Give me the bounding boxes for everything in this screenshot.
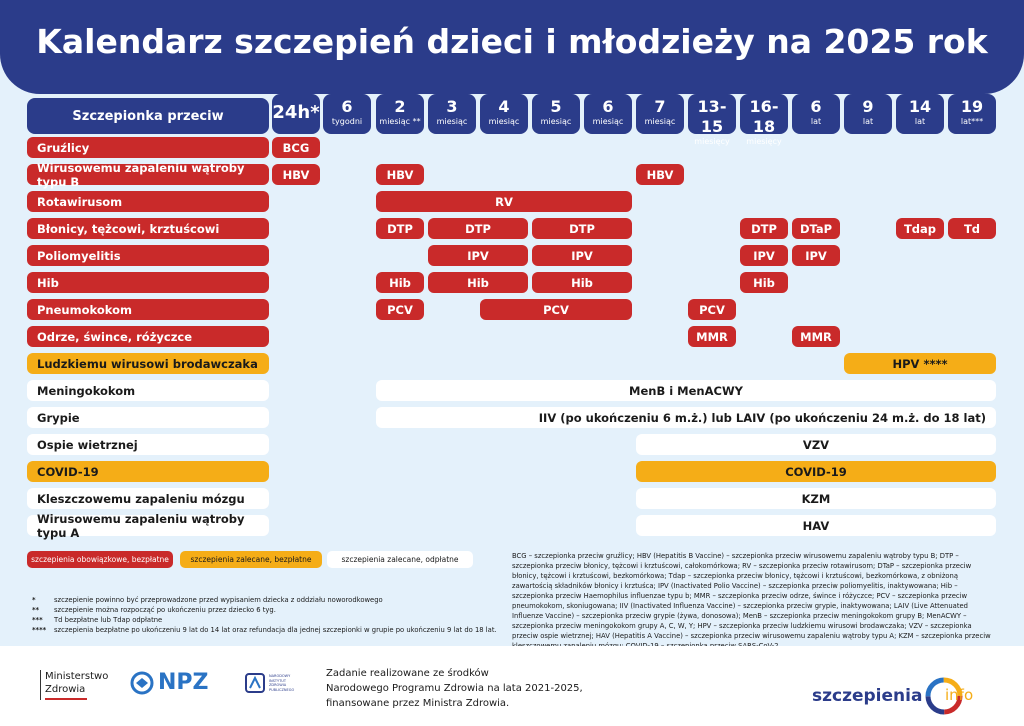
age-unit: miesiąc <box>644 117 676 126</box>
age-unit: lat <box>914 117 926 126</box>
ministry-logo <box>40 670 108 700</box>
row-label: Kleszczowemu zapaleniu mózgu <box>27 488 269 509</box>
vaccine-bar: MMR <box>688 326 736 347</box>
age-value: 7 <box>654 97 666 116</box>
age-value: 24h* <box>272 102 320 123</box>
footnote-text: szczepienie można rozpocząć po ukończeniu przez dziecko 6 tyg. <box>54 606 276 614</box>
vaccine-bar: HBV <box>376 164 424 185</box>
vaccine-bar: VZV <box>636 434 996 455</box>
npz-logo <box>130 670 209 695</box>
flag-stripe <box>45 698 87 700</box>
vaccine-bar: DTP <box>740 218 788 239</box>
row-label: Błonicy, tężcowi, krztuścowi <box>27 218 269 239</box>
footnote-text: szczepienie powinno być przeprowadzone przed wypisaniem dziecka z oddziału noworodkowego <box>54 596 383 604</box>
age-value: 14 <box>908 97 932 116</box>
age-unit: lat <box>862 117 874 126</box>
footnote-mark: **** <box>32 626 47 634</box>
age-column-5 <box>532 94 580 134</box>
row-label: Ludzkiemu wirusowi brodawczaka <box>27 353 269 374</box>
age-column-9 <box>740 94 788 146</box>
footnotes <box>32 595 497 635</box>
vaccine-bar: MenB i MenACWY <box>376 380 996 401</box>
age-column-13 <box>948 94 996 134</box>
vaccine-bar: DTP <box>428 218 528 239</box>
age-column-11 <box>844 94 892 134</box>
footnote-text: szczepienia bezpłatne po ukończeniu 9 lat do 14 lat oraz refundacja dla jednej szczepionki w grupie po ukończeniu 9 lat do 18 lat. <box>54 626 497 634</box>
row-label: Pneumokokom <box>27 299 269 320</box>
age-column-12 <box>896 94 944 134</box>
row-label: Meningokokom <box>27 380 269 401</box>
row-label: Ospie wietrznej <box>27 434 269 455</box>
vaccine-bar: IIV (po ukończeniu 6 m.ż.) lub LAIV (po ukończeniu 24 m.ż. do 18 lat) <box>376 407 996 428</box>
vaccine-bar: PCV <box>376 299 424 320</box>
footnote-row <box>32 625 497 635</box>
vaccine-bar: IPV <box>792 245 840 266</box>
row-label: Wirusowemu zapaleniu wątroby typu A <box>27 515 269 536</box>
footnote-text: Td bezpłatne lub Tdap odpłatne <box>54 616 163 624</box>
column-header-vaccine: Szczepionka przeciw <box>27 98 269 134</box>
row-label: Poliomyelitis <box>27 245 269 266</box>
row-label: Rotawirusom <box>27 191 269 212</box>
npz-text: NPZ <box>158 670 209 695</box>
vaccine-bar: KZM <box>636 488 996 509</box>
row-label: Wirusowemu zapaleniu wątroby typu B <box>27 164 269 185</box>
row-label: Hib <box>27 272 269 293</box>
vaccine-bar: IPV <box>740 245 788 266</box>
age-value: 16-18 <box>749 97 779 136</box>
vaccine-bar: HPV **** <box>844 353 996 374</box>
age-column-10 <box>792 94 840 134</box>
vaccine-bar: Hib <box>532 272 632 293</box>
age-unit: miesiąc ** <box>379 117 421 126</box>
footnote-row <box>32 605 497 615</box>
vaccine-bar: DTP <box>532 218 632 239</box>
age-column-3 <box>428 94 476 134</box>
age-column-2 <box>376 94 424 134</box>
nizp-text: NARODOWY INSTYTUT ZDROWIA PUBLICZNEGO <box>269 674 295 692</box>
age-column-4 <box>480 94 528 134</box>
funding-line1: Zadanie realizowane ze środków <box>326 668 489 679</box>
age-value: 3 <box>446 97 458 116</box>
age-unit: miesiąc <box>540 117 572 126</box>
vaccine-bar: DTaP <box>792 218 840 239</box>
vaccine-bar: Hib <box>428 272 528 293</box>
age-unit: miesiąc <box>488 117 520 126</box>
age-value: 13-15 <box>697 97 727 136</box>
age-value: 6 <box>602 97 614 116</box>
age-value: 19 <box>960 97 984 116</box>
abbreviations-text: BCG – szczepionka przeciw gruźlicy; HBV (Hepatitis B Vaccine) – szczepionka przeciw wirusowemu zapaleniu wątroby typu B; DTP – szczepionka przeciw błonicy, tężcowi i krztuścowi, całokomórkowa; RV – szczepionka przeciw rotawirusom; DTaP – szczepionka przeciw błonicy, tężcowi i krztuścowi, bezkomórkowa; Tdap – szczepionka przeciw błonicy, tężcowi i krztuścowi, bezkomórkowa, z obniżoną zawartością składników błonicy i krztuśca; IPV (Inactivated Polio Vaccine) – szczepionka przeciw poliomyelitis, inaktywowana; Hib – szczepionka przeciw Haemophilus influenzae typu b; MMR – szczepionka przeciw odrze, śwince i różyczce; PCV – szczepionka przeciw pneumokokom, skoniugowana; IIV (Inactivated Influenza Vaccine) – szczepionka przeciw grypie, inaktywowana; LAIV (Live Attenuated Influenze Vaccine) – szczepionka przeciw grypie (żywa, donosowa); MenB – szczepionka przeciw meningokokom grupy B; MenACWY – szczepionka przeciw meningokokom grupy A, C, W, Y; HPV – szczepionka przeciw ludzkiemu wirusowi brodawczaka; VZV – szczepionka przeciw ospie wietrznej; HAV (Hepatitis A Vaccine) – szczepionka przeciw wirusowemu zapaleniu wątroby typu A; KZM – szczepionka przeciw <box>512 552 991 640</box>
funding-line3: finansowane przez Ministra Zdrowia. <box>326 698 510 709</box>
vaccine-bar: BCG <box>272 137 320 158</box>
szczepienia-info-logo <box>812 676 974 716</box>
nizp-logo <box>244 672 301 694</box>
age-unit: miesiąc <box>436 117 468 126</box>
row-label: Gruźlicy <box>27 137 269 158</box>
age-column-8 <box>688 94 736 146</box>
row-label: Grypie <box>27 407 269 428</box>
footnote-mark: ** <box>32 606 40 614</box>
vaccine-bar: HAV <box>636 515 996 536</box>
funding-note <box>326 666 583 711</box>
age-unit: miesięcy <box>746 137 782 146</box>
vaccine-bar: IPV <box>428 245 528 266</box>
age-value: 2 <box>394 97 406 116</box>
vaccine-bar: IPV <box>532 245 632 266</box>
row-label: Odrze, śwince, różyczce <box>27 326 269 347</box>
age-unit: miesiąc <box>592 117 624 126</box>
legend-item-wht: szczepienia zalecane, odpłatne <box>327 551 473 568</box>
vaccine-bar: HBV <box>272 164 320 185</box>
age-column-7 <box>636 94 684 134</box>
ministry-line2: Zdrowia <box>45 684 86 695</box>
nizp-icon <box>244 672 266 694</box>
brand-text: szczepienia <box>812 686 923 706</box>
legend-item-red: szczepienia obowiązkowe, bezpłatne <box>27 551 173 568</box>
age-column-0 <box>272 94 320 134</box>
vaccine-bar: Tdap <box>896 218 944 239</box>
age-value: 6 <box>810 97 822 116</box>
vaccine-bar: DTP <box>376 218 424 239</box>
footnote-mark: * <box>32 596 36 604</box>
vaccine-bar: COVID-19 <box>636 461 996 482</box>
ministry-line1: Ministerstwo <box>45 671 109 682</box>
funding-line2: Narodowego Programu Zdrowia na lata 2021-2025, <box>326 683 583 694</box>
age-unit: tygodni <box>331 117 363 126</box>
legend-item-yel: szczepienia zalecane, bezpłatne <box>180 551 322 568</box>
age-value: 9 <box>862 97 874 116</box>
age-value: 4 <box>498 97 510 116</box>
vaccine-bar: PCV <box>480 299 632 320</box>
brand-info-text: info <box>945 686 974 704</box>
footnote-mark: *** <box>32 616 43 624</box>
age-column-6 <box>584 94 632 134</box>
vaccine-bar: PCV <box>688 299 736 320</box>
npz-icon <box>130 671 154 695</box>
age-column-1 <box>323 94 371 134</box>
vaccine-bar: Hib <box>376 272 424 293</box>
age-unit: lat*** <box>960 117 984 126</box>
vaccine-bar: RV <box>376 191 632 212</box>
age-unit: miesięcy <box>694 137 730 146</box>
age-value: 5 <box>550 97 562 116</box>
age-value: 6 <box>341 97 353 116</box>
vaccine-bar: Td <box>948 218 996 239</box>
vaccine-bar: Hib <box>740 272 788 293</box>
age-unit: lat <box>810 117 822 126</box>
footnote-row <box>32 615 497 625</box>
row-label: COVID-19 <box>27 461 269 482</box>
page-title: Kalendarz szczepień dzieci i młodzieży na 2025 rok <box>36 22 988 61</box>
vaccine-bar: HBV <box>636 164 684 185</box>
vaccine-bar: MMR <box>792 326 840 347</box>
footnote-row <box>32 595 497 605</box>
